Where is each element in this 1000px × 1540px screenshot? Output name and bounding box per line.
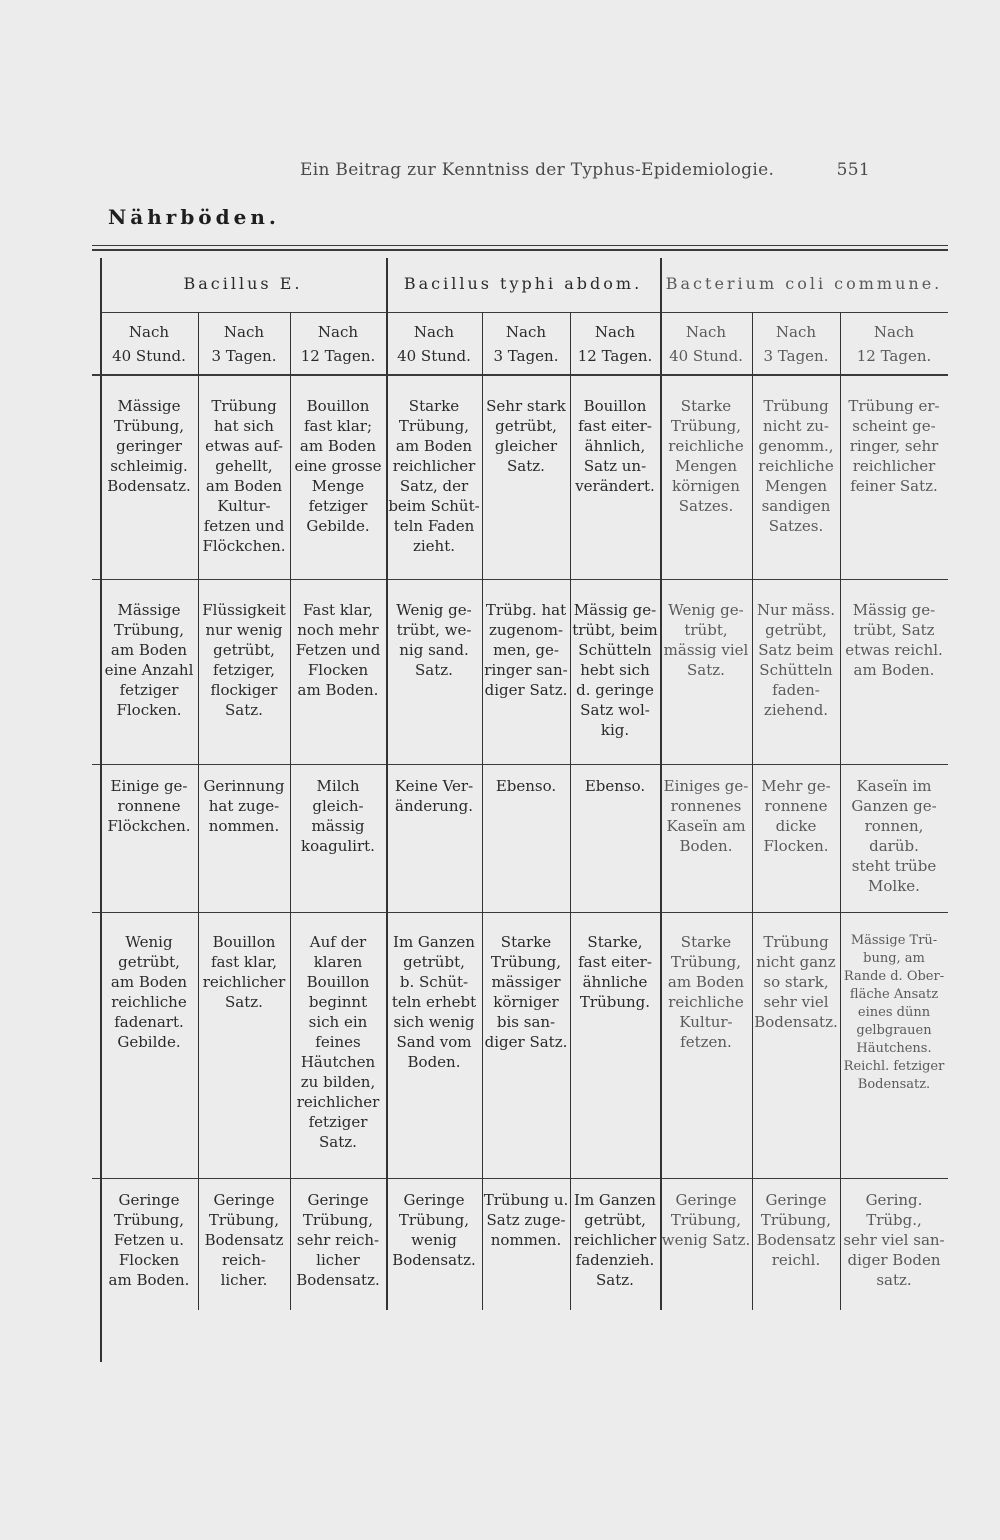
column-header: Nach 12 Tagen. [577, 323, 653, 365]
table-cell: Trübung nicht ganz so stark, sehr viel Bodensatz. [754, 933, 838, 1031]
table-cell: Geringe Trübung, wenig Satz. [661, 1191, 751, 1249]
table-cell: Keine Ver- änderung. [394, 777, 474, 815]
table-cell: Im Ganzen getrübt, reichlicher fadenzieh. Satz. [573, 1191, 657, 1289]
table-cell: Mässige Trü- bung, am Rande d. Ober- fläche Ansatz eines dünn gelbgrauen Häutchens. Reichl. fetziger Bodensatz. [843, 933, 945, 1092]
table-cell: Mässig ge- trübt, Satz etwas reichl. am Boden. [845, 601, 943, 679]
column-header: Nach 40 Stund. [112, 323, 186, 365]
table-cell: Mässig ge- trübt, beim Schütteln hebt sich d. geringe Satz wol- kig. [572, 601, 658, 739]
table-cell: Bouillon fast eiter- ähnlich, Satz un- verändert. [575, 397, 655, 495]
table-cell: Trübung nicht zu- genomm., reichliche Mengen sandigen Satzes. [758, 397, 834, 535]
table-cell: Starke Trübung, mässiger körniger bis san- diger Satz. [484, 933, 568, 1051]
page-number: 551 [836, 160, 870, 180]
column-header: Nach 12 Tagen. [300, 323, 376, 365]
table-cell: Gering. Trübg., sehr viel san- diger Boden satz. [843, 1191, 945, 1289]
table-cell: Starke, fast eiter- ähnliche Trübung. [578, 933, 652, 1011]
column-header: Nach 40 Stund. [397, 323, 471, 365]
table-cell: Sehr stark getrübt, gleicher Satz. [486, 397, 566, 475]
table-cell: Nur mäss. getrübt, Satz beim Schütteln faden- ziehend. [756, 601, 836, 719]
table-cell: Trübung u. Satz zuge- nommen. [483, 1191, 569, 1249]
table-cell: Mässige Trübung, geringer schleimig. Bodensatz. [107, 397, 191, 495]
column-header: Nach 12 Tagen. [856, 323, 932, 365]
table-cell: Einige ge- ronnene Flöckchen. [107, 777, 191, 835]
table-rule [100, 312, 948, 313]
table-cell: Geringe Trübung, sehr reich- licher Bodensatz. [296, 1191, 380, 1289]
group-header: Bacillus E. [183, 274, 303, 293]
table-rule [92, 912, 948, 913]
table-cell: Mässige Trübung, am Boden eine Anzahl fetziger Flocken. [104, 601, 194, 719]
table-cell: Gerinnung hat zuge- nommen. [203, 777, 285, 835]
table-cell: Trübung hat sich etwas auf- gehellt, am Boden Kultur- fetzen und Flöckchen. [202, 397, 286, 555]
table-rule [92, 245, 948, 246]
table-cell: Geringe Trübung, wenig Bodensatz. [392, 1191, 476, 1269]
table-cell: Geringe Trübung, Bodensatz reichl. [756, 1191, 836, 1269]
table-cell: Starke Trübung, reichliche Mengen körnigen Satzes. [668, 397, 744, 515]
running-title: Ein Beitrag zur Kenntniss der Typhus-Epidemiologie. [300, 160, 775, 180]
table-cell: Starke Trübung, am Boden reichlicher Satz, der beim Schüt- teln Faden zieht. [388, 397, 480, 555]
table-cell: Wenig ge- trübt, mässig viel Satz. [663, 601, 749, 679]
table-cell: Kaseïn im Ganzen ge- ronnen, darüb. steht trübe Molke. [851, 777, 937, 895]
table-rule [92, 579, 948, 580]
table-cell: Milch gleich- mässig koagulirt. [301, 777, 375, 855]
table-cell: Ebenso. [495, 777, 557, 795]
table-cell: Starke Trübung, am Boden reichliche Kultur- fetzen. [667, 933, 745, 1051]
table-rule [92, 1178, 948, 1179]
group-header: Bacterium coli commune. [665, 274, 943, 293]
column-header: Nach 3 Tagen. [763, 323, 829, 365]
table-cell: Mehr ge- ronnene dicke Flocken. [761, 777, 831, 855]
group-header: Bacillus typhi abdom. [403, 274, 643, 293]
table-rule [92, 374, 948, 376]
table-cell: Bouillon fast klar, reichlicher Satz. [202, 933, 286, 1011]
table-cell: Fast klar, noch mehr Fetzen und Flocken am Boden. [295, 601, 381, 699]
column-header: Nach 3 Tagen. [211, 323, 277, 365]
section-title: Nährböden. [108, 205, 280, 229]
table-cell: Wenig getrübt, am Boden reichliche fadenart. Gebilde. [110, 933, 188, 1051]
column-header: Nach 3 Tagen. [493, 323, 559, 365]
table-rule [92, 764, 948, 765]
table-cell: Flüssigkeit nur wenig getrübt, fetziger, flockiger Satz. [202, 601, 286, 719]
running-head [300, 160, 870, 190]
table-cell: Geringe Trübung, Bodensatz reich- licher. [204, 1191, 284, 1289]
table-cell: Bouillon fast klar; am Boden eine grosse Menge fetziger Gebilde. [294, 397, 382, 535]
table-cell: Trübung er- scheint ge- ringer, sehr reichlicher feiner Satz. [848, 397, 940, 495]
table-cell: Ebenso. [584, 777, 646, 795]
table-cell: Im Ganzen getrübt, b. Schüt- teln erhebt sich wenig Sand vom Boden. [391, 933, 477, 1071]
table-rule [92, 249, 948, 251]
table-cell: Einiges ge- ronnenes Kaseïn am Boden. [663, 777, 749, 855]
table-cell: Wenig ge- trübt, we- nig sand. Satz. [396, 601, 472, 679]
table-cell: Trübg. hat zugenom- men, ge- ringer san- diger Satz. [484, 601, 568, 699]
column-header: Nach 40 Stund. [669, 323, 743, 365]
table-cell: Geringe Trübung, Fetzen u. Flocken am Boden. [108, 1191, 190, 1289]
table-cell: Auf der klaren Bouillon beginnt sich ein feines Häutchen zu bilden, reichlicher fetziger Satz. [296, 933, 380, 1151]
